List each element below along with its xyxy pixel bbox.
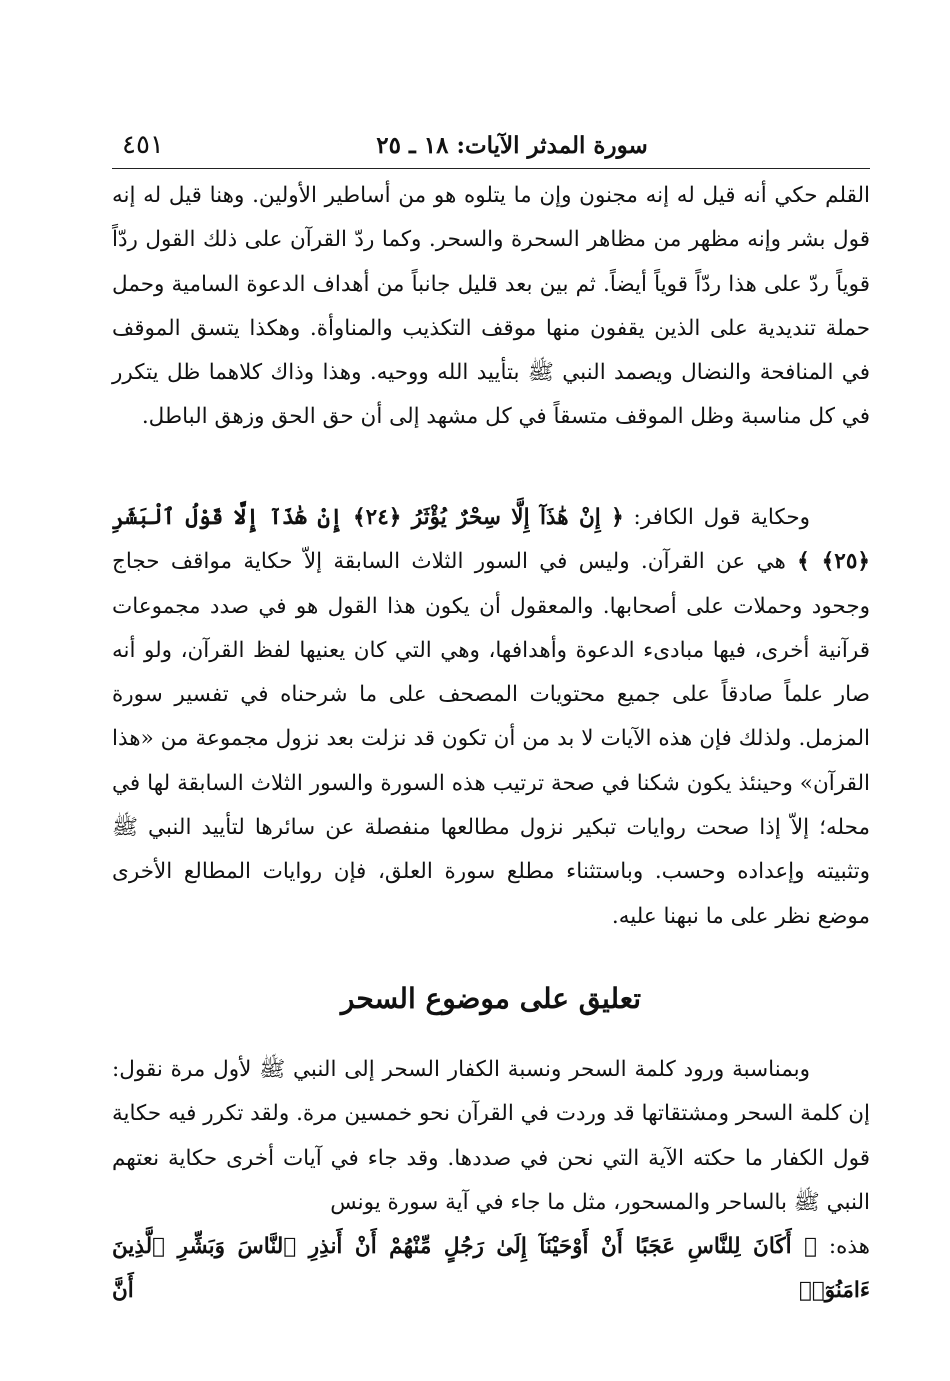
page-header bbox=[112, 118, 870, 169]
running-title: سورة المدثر الآيات: ١٨ ـ ٢٥ bbox=[376, 132, 648, 159]
paragraph-3-text: وبمناسبة ورود كلمة السحر ونسبة الكفار السحر إلى النبي ﷺ لأول مرة نقول: إن كلمة السحر ومشتقاتها قد وردت في القرآن نحو خمسين مرة. ولقد تكرر فيه حكاية قول الكفار ما حكته الآية التي نحن في صددها. وقد جاء في آيات أخرى حكاية نعتهم النبي ﷺ بالساحر والمسحور، مثل ما جاء في آية سورة يونس bbox=[112, 1057, 870, 1215]
page-number: ٤٥١ bbox=[122, 130, 164, 160]
paragraph-1-text: القلم حكي أنه قيل له إنه مجنون وإن ما يتلوه هو من أساطير الأولين. وهنا قيل له إنه قول بشر وإنه مظهر من مظاهر السحرة والسحر. وكما ردّ القرآن على ذلك القول ردّاً قوياً ردّ على هذا ردّاً قوياً أيضاً. ثم بين بعد قليل جانباً من أهداف الدعوة السامية وحمل حملة تنديدية على الذين يقفون منها موقف التكذيب والمناوأة. وهكذا يتسق الموقف في المنافحة والنضال ويصمد النبي ﷺ بتأييد الله ووحيه. وهذا وذاك كلاهما ظل يتكرر في كل مناسبة وظل الموقف متسقاً في كل مشهد إلى أن حق الحق وزهق الباطل. bbox=[112, 183, 870, 430]
paragraph-magic-topic bbox=[112, 1048, 870, 1314]
paragraph-continuation bbox=[112, 174, 870, 440]
quran-verse: ﴿ إِنْ هَٰذَآ إِلَّا سِحْرٌ يُؤْثَرُ ﴿٢٤﴾ إِنْ هَٰذَآ إِلَّا قَوْلُ ٱلْبَشَرِ ﴿٢٥﴾ ﴾ bbox=[112, 505, 870, 575]
paragraph-3-intro: هذه: bbox=[817, 1234, 870, 1260]
paragraph-3-verse-line bbox=[112, 1225, 870, 1314]
paragraph-2-intro: وحكاية قول الكافر: bbox=[623, 505, 810, 530]
paragraph-2-text bbox=[112, 496, 870, 939]
paragraph-2-rest: هي عن القرآن. وليس في السور الثلاث السابقة إلاّ حكاية مواقف حجاج وجحود وحملات على أصحابها. والمعقول أن يكون هذا القول هو في صدد مجموعات قرآنية أخرى، فيها مبادىء الدعوة وأهدافها، وهي التي كان يعنيها لفظ القرآن، ولو أنه صار علماً صادقاً على جميع محتويات المصحف على ما شرحناه في تفسير سورة المزمل. ولذلك فإن هذه الآيات لا بد من أن تكون قد نزلت بعد نزول مجموعة من «هذا القرآن» وحينئذ يكون شكنا في صحة ترتيب هذه السورة والسور الثلاث السابقة لها في محله؛ إلاّ إذا صحت روايات تبكير نزول مطالعها منفصلة عن سائرها لتأييد النبي ﷺ وتثبيته وإعداده وحسب. وباستثناء مطلع سورة العلق، فإن روايات المطالع الأخرى موضع نظر على ما نبهنا عليه. bbox=[112, 549, 870, 929]
quran-verse-yunus: ﴿ أَكَانَ لِلنَّاسِ عَجَبًا أَنْ أَوْحَيْنَآ إِلَىٰ رَجُلٍ مِّنْهُمْ أَنْ أَنذِرِ ٱلنَّاسَ وَبَشِّرِ ٱلَّذِينَ ءَامَنُوٓا۟ أَنَّ bbox=[112, 1234, 870, 1304]
section-heading: تعليق على موضوع السحر bbox=[340, 982, 642, 1015]
paragraph-disbeliever-saying bbox=[112, 496, 870, 939]
